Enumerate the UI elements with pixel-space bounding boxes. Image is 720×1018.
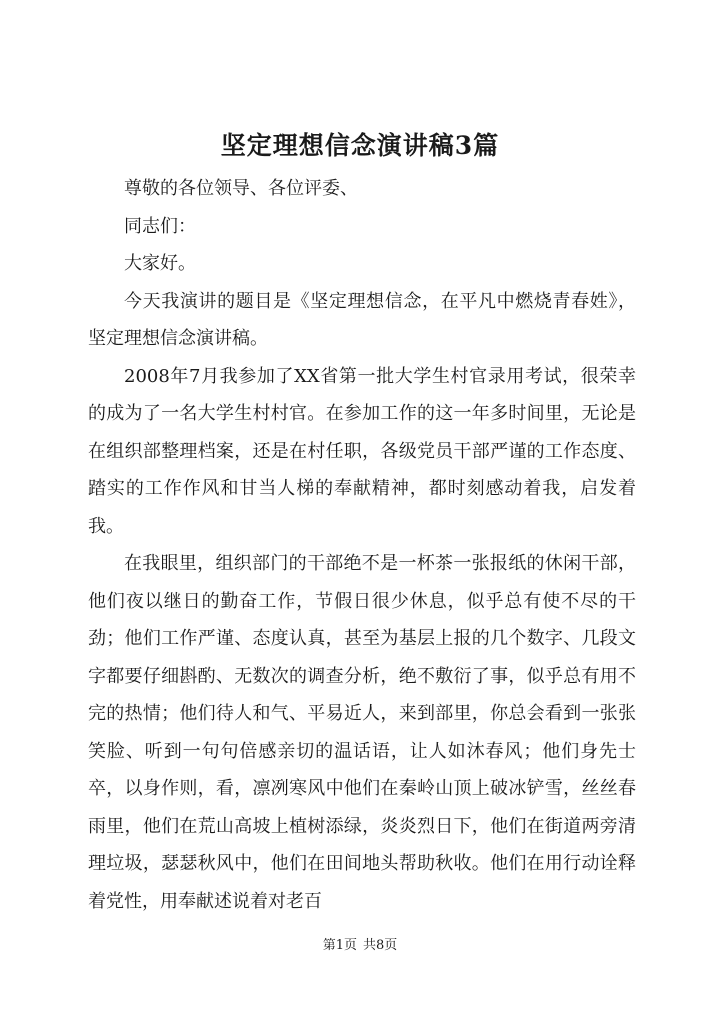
document-title: 坚定理想信念演讲稿3篇 <box>220 131 500 160</box>
page-number: 第1页 <box>322 938 357 953</box>
paragraph-observations: 在我眼里，组织部门的干部绝不是一杯茶一张报纸的休闲干部，他们夜以继日的勤奋工作，节假日很少休息，似乎总有使不尽的干劲；他们工作严谨、态度认真，甚至为基层上报的几个数字、几段文字都要仔细斟酌、无数次的调查分析，绝不敷衍了事，似乎总有用不完的热情；他们待人和气、平易近人，来到部里，你总会看到一张张笑脸、听到一句句倍感亲切的温话语，让人如沐春风；他们身先士卒，以身作则，看，凛冽寒风中他们在秦岭山顶上破冰铲雪，丝丝春雨里，他们在荒山高坡上植树添绿，炎炎烈日下，他们在街道两旁清理垃圾，瑟瑟秋风中，他们在田间地头帮助秋收。他们在用行动诠释着党性，用奉献述说着对老百 <box>88 553 636 912</box>
page-footer <box>0 936 720 956</box>
greeting-line: 大家好。 <box>124 253 196 274</box>
salutation-line-2: 同志们： <box>124 215 196 237</box>
paragraph-background: 2008年7月我参加了XX省第一批大学生村官录用考试，很荣幸的成为了一名大学生村村官。在参加工作的这一年多时间里，无论是在组织部整理档案，还是在村任职，各级党员干部严谨的工作态度、踏实的工作作风和甘当人梯的奉献精神，都时刻感动着我，启发着我。 <box>88 365 636 537</box>
paragraph-topic: 今天我演讲的题目是《坚定理想信念，在平凡中燃烧青春姓》，坚定理想信念演讲稿。 <box>88 290 636 349</box>
salutation-line-1: 尊敬的各位领导、各位评委、 <box>124 178 358 199</box>
document-body <box>88 170 636 920</box>
page-total: 共8页 <box>363 938 398 953</box>
